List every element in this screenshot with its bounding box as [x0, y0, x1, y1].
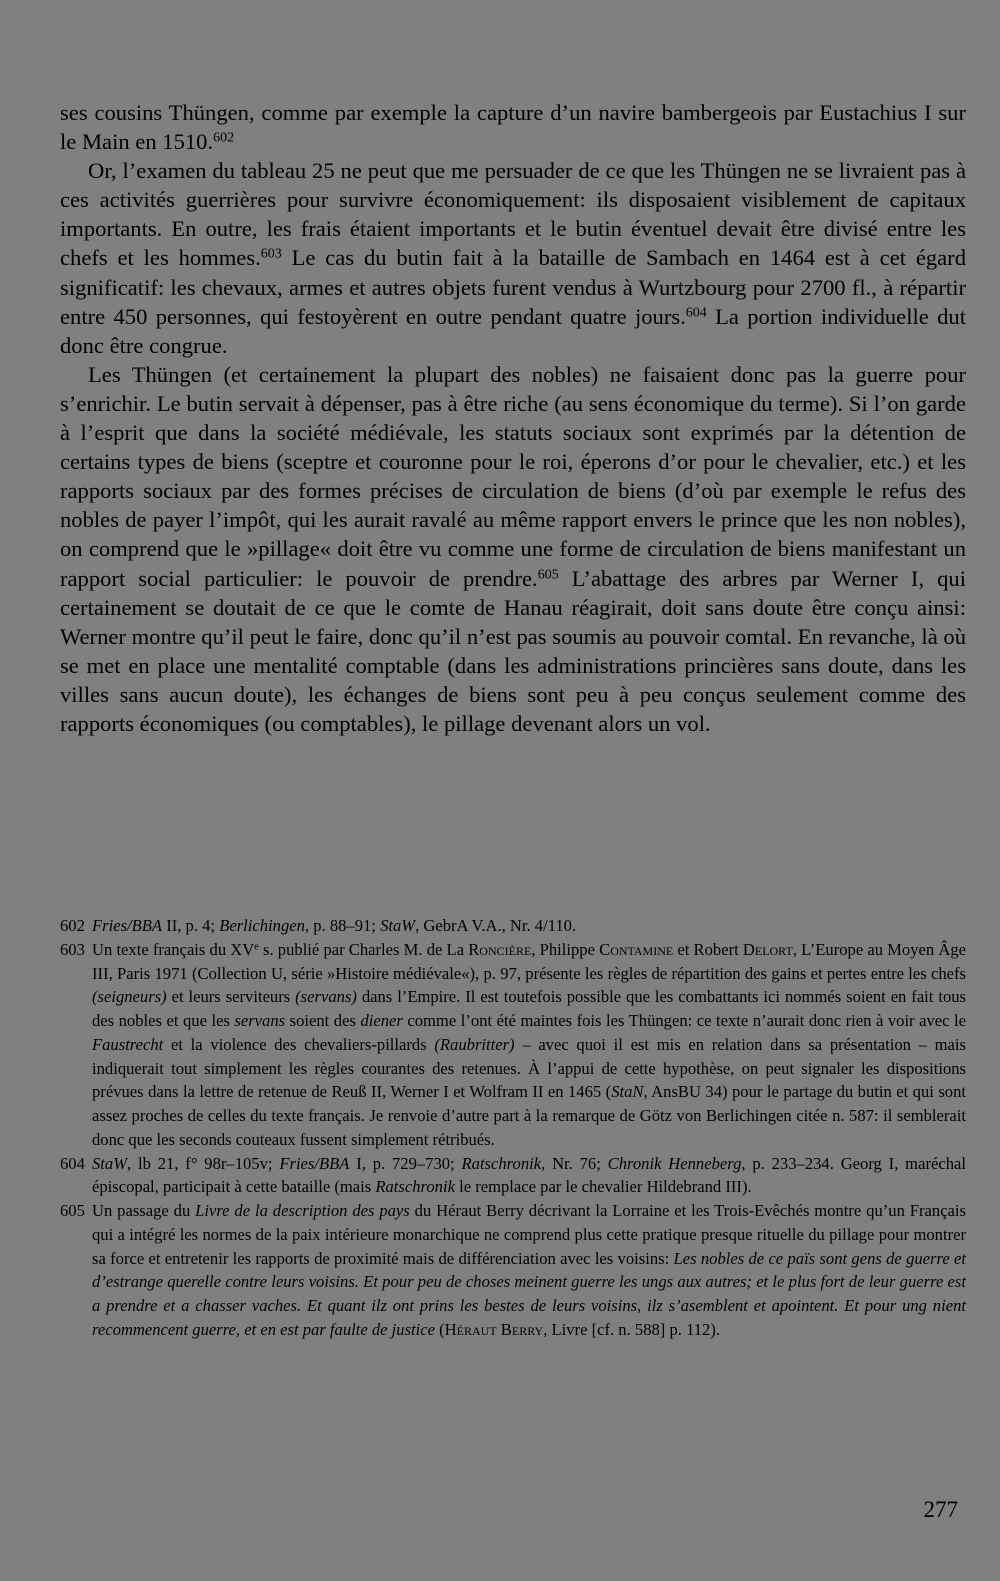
footnote-text-run: Roncière: [468, 939, 532, 959]
footnote: [60, 938, 966, 1152]
footnote: [60, 1199, 966, 1342]
footnote-text-run: soient des: [285, 1011, 361, 1030]
footnote-text-run: (seigneurs): [92, 987, 167, 1007]
footnote-text-run: – avec quoi il est mis en relation dans sa présentation – mais indiquerait tout simplement les règles courantes des retenues. À l’appui de cette hypothèse, on peut signaler les dispositions prévues dans la lettre de retenue de Reuß II, Werner I et Wolfram II en 1465 (: [92, 1034, 966, 1102]
paragraph-3: Les Thüngen (et certainement la plupart des nobles) ne faisaient donc pas la guerre pour s’enrichir. Le butin servait à dépenser, pas à être riche (au sens économique du terme). Si l’on garde à l’esprit que dans la société médiévale, les statuts sociaux sont exprimés par la détention de certains types de biens (sceptre et couronne pour le roi, éperons d’or pour le chevalier, etc.) et les rapports sociaux par des formes précises de circulation de biens (d’où par exemple le refus des nobles de payer l’impôt, qui les aurait ravalé au même rapport envers le prince que les non nobles), on comprend que le »pillage« doit être vu comme une forme de circulation de biens manifestant un rapport social particulier: le pouvoir de prendre.$^{605}$ L’abattage des arbres par Werner I, qui certainement se doutait de ce que le comte de Hanau réagirait, doit sans doute être conçu ainsi: Werner montre qu’il peut le faire, donc qu’il n’est pas soumis au pouvoir comtal. En revanche, là où se met en place une mentalité comptable (dans les administrations princières sans doute, dans les villes sans aucun doute), les échanges de biens sont peu à peu conçus seulement comme des rapports économiques (ou comptables), le pillage devenant alors un vol.: [60, 361, 966, 736]
footnote-text-run: Fries/BBA: [279, 1153, 350, 1173]
paragraph-2: Or, l’examen du tableau 25 ne peut que me persuader de ce que les Thüngen ne se livraient pas à ces activités guerrières pour survivre économiquement: ils disposaient visiblement de capitaux importants. En outre, les frais étaient importants et le butin éventuel devait être divisé entre les chefs et les hommes.$^{603}$ Le cas du butin fait à la bataille de Sambach en 1464 est à cet égard significatif: les chevaux, armes et autres objets furent vendus à Wurtzbourg pour 2700 fl., à répartir entre 450 personnes, qui festoyèrent en outre pendant quatre jours.$^{604}$ La portion individuelle dut donc être congrue.: [60, 158, 967, 358]
footnote-text-run: , Livre [cf. n. 588] p. 112).: [543, 1319, 721, 1339]
page-number: 277: [923, 1497, 958, 1522]
footnote-text-run: Livre de la description des pays: [195, 1201, 410, 1220]
footnote-number: 605: [60, 1201, 85, 1220]
footnote-text-run: s. publié par Charles M. de La: [258, 939, 469, 959]
footnote-text-run: Berlichingen: [219, 916, 305, 935]
footnote-text-run: , AnsBU 34) pour le partage du butin et qui sont assez proches de celles du texte français. Je renvoie d’autre part à la remarque de Götz von Berlichingen citée n. 587: il semblerait donc que les seconds couteaux fussent simplement rétribués.: [92, 1082, 967, 1149]
footnote-text-run: , L’Europe au Moyen Âge III, Paris 1971 (Collection U, série »Histoire médiévale«), p. 97, présente les règles de répartition des gains et pertes entre les chefs: [92, 939, 967, 983]
footnote-text: [92, 1154, 966, 1197]
footnote-text: [92, 1201, 966, 1339]
footnote-text-run: le remplace par le chevalier Hildebrand III).: [454, 1177, 752, 1197]
footnote-text-run: Ratschronik: [461, 1153, 542, 1173]
footnote-text: [92, 940, 966, 1149]
footnote-text-run: , Nr. 76;: [541, 1153, 608, 1173]
footnote-text-run: StaN: [611, 1082, 644, 1102]
footnote-number: 602: [60, 916, 85, 935]
footnote-text-run: comme l’ont été maintes fois les Thüngen: ce texte n’aurait donc rien à voir avec le: [402, 1011, 966, 1030]
footnote: [60, 914, 966, 938]
footnote-text-run: et leurs serviteurs: [166, 987, 296, 1007]
footnote-text-run: Contamine: [599, 939, 674, 959]
footnote-text-run: Un passage du: [92, 1201, 196, 1220]
footnote-text-run: Chronik Henneberg: [607, 1153, 742, 1173]
footnote-text-run: Un texte français du XV: [92, 939, 255, 959]
footnote-text-run: servans: [234, 1011, 286, 1030]
footnote-text-run: II, p. 4;: [162, 916, 220, 935]
footnote-text-run: e: [254, 941, 259, 953]
footnote-text-run: (Raubritter): [434, 1034, 515, 1054]
footnote-text-run: Les nobles de ce païs sont gens de guerre et d’estrange querelle contre leurs voisins. Et pour peu de choses meinent guerre les ungs aux autres; et le plus fort de leur guerre est a prendre et a chasser vaches. Et quant ilz ont prins les bestes de leurs voisins, ilz s’asemblent et apointent. Et pour ung nient recommencent guerre, et en est par faulte de justice: [92, 1248, 966, 1339]
footnote-text-run: diener: [360, 1011, 403, 1030]
footnote-text-run: Delort: [742, 939, 793, 959]
footnote-text-run: Héraut Berry: [444, 1319, 544, 1339]
main-text: [60, 98, 966, 738]
footnote-ref-604[interactable]: 604: [685, 304, 707, 320]
footnote-text-run: StaW: [380, 916, 416, 935]
footnote-number: 604: [60, 1153, 85, 1173]
footnote-ref-603[interactable]: 603: [260, 246, 282, 262]
footnote-text-run: Ratschronik: [375, 1177, 455, 1197]
footnote-number: 603: [60, 939, 85, 959]
footnote-text-run: dans l’Empire. Il est toutefois possible que les combattants ici nommés soient en fait tous des nobles et que les: [92, 987, 966, 1030]
footnote-text-run: , Philippe: [531, 939, 600, 959]
footnotes: [60, 914, 966, 1342]
footnote-text-run: Fries/BBA: [92, 916, 163, 935]
footnote-text-run: , GebrA V.A., Nr. 4/110.: [415, 916, 577, 935]
footnote-text-run: , p. 233–234. Georg I, maréchal épiscopal, participait à cette bataille (mais: [92, 1153, 966, 1197]
footnote-text-run: StaW: [92, 1153, 128, 1173]
footnote-text-run: et Robert: [673, 939, 743, 959]
footnote-text-run: I, p. 729–730;: [349, 1153, 462, 1173]
footnote-text-run: (: [434, 1319, 445, 1339]
footnote: [60, 1152, 966, 1200]
footnote-text-run: Faustrecht: [92, 1034, 164, 1054]
paragraph-1: ses cousins Thüngen, comme par exemple la capture d’un navire bambergeois par Eustachius I sur le Main en 1510.$^{602}$: [60, 100, 966, 155]
footnote-text-run: , lb 21, f° 98r–105v;: [127, 1153, 280, 1173]
footnote-text: [92, 916, 576, 935]
footnote-ref-605[interactable]: 605: [537, 566, 559, 582]
footnote-text-run: , p. 88–91;: [304, 916, 381, 935]
footnote-text-run: du Héraut Berry décrivant la Lorraine et les Trois-Evêchés montre qu’un Français qui a intégré les normes de la paix intérieure monarchique ne comprend plus cette pratique presque rituelle du pillage pour montrer sa force et entretenir les rapports de proximité mais de différenciation avec les voisins:: [92, 1201, 966, 1268]
footnote-text-run: et la violence des chevaliers-pillards: [163, 1034, 435, 1054]
footnote-ref-602[interactable]: 602: [213, 130, 235, 146]
footnote-text-run: (servans): [295, 987, 357, 1007]
